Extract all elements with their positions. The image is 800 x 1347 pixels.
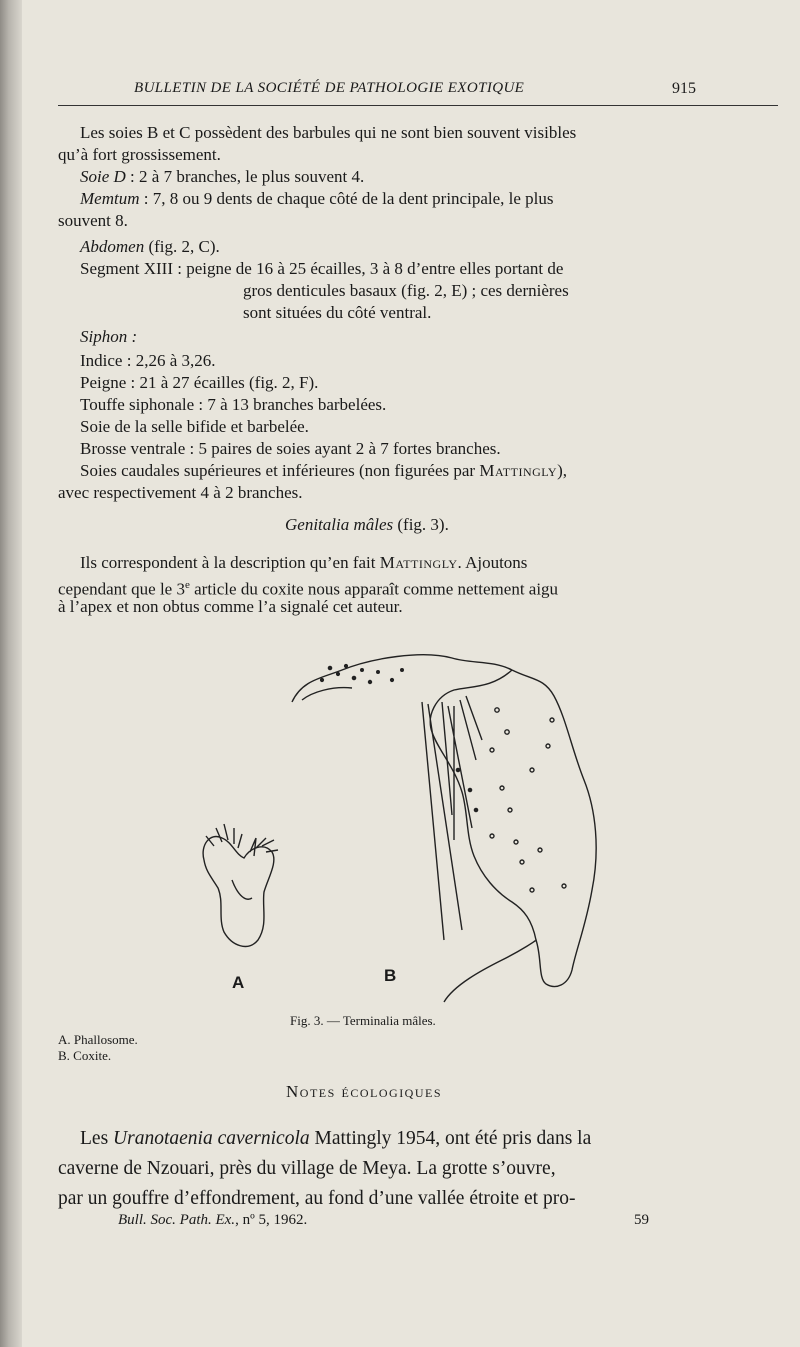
memtum-label: Memtum (80, 189, 140, 208)
genitalia-ref: (fig. 3). (393, 515, 449, 534)
running-header: BULLETIN DE LA SOCIÉTÉ DE PATHOLOGIE EXOTIQUE (134, 80, 525, 96)
superscript: e (184, 579, 190, 591)
text-span: ), (557, 461, 568, 480)
text-line: par un gouffre d’effondrement, au fond d’une vallée étroite et pro- (58, 1188, 576, 1209)
text-line: gros denticules basaux (fig. 2, E) ; ces dernières (243, 281, 569, 300)
text-line: Indice : 2,26 à 3,26. (80, 351, 216, 370)
text-line: Brosse ventrale : 5 paires de soies ayant 2 à 7 fortes branches. (80, 439, 501, 458)
abdomen-label: Abdomen (80, 237, 145, 256)
figure-terminalia-drawing (192, 640, 632, 1010)
genitalia-label: Genitalia mâles (285, 515, 394, 534)
author-name: Mattingly (379, 553, 458, 572)
figure-label-b: B (384, 966, 397, 985)
phallosome-drawing (203, 824, 278, 946)
footer-citation (118, 1212, 307, 1229)
text-line: Soie de la selle bifide et barbelée. (80, 417, 309, 436)
text-line (80, 552, 527, 574)
species-name: Uranotaenia cavernicola (113, 1128, 310, 1149)
siphon-label: Siphon : (80, 327, 138, 346)
memtum-text: : 7, 8 ou 9 dents de chaque côté de la dent principale, le plus (139, 189, 554, 208)
text-line: Peigne : 21 à 27 écailles (fig. 2, F). (80, 373, 319, 392)
journal-page (22, 0, 800, 1347)
text-line: à l’apex et non obtus comme l’a signalé cet auteur. (58, 597, 403, 616)
text-span: cependant que le 3 (58, 579, 185, 599)
author-name: Mattingly (479, 461, 558, 480)
text-line (80, 236, 220, 258)
subsection-heading (285, 514, 449, 536)
book-binding-shadow (0, 0, 22, 1347)
text-span: Mattingly 1954, ont été pris dans la (309, 1128, 592, 1149)
text-line: sont situées du côté ventral. (243, 303, 432, 322)
soie-d-label: Soie D (80, 167, 126, 186)
coxite-drawing (292, 655, 596, 1002)
text-span: . Ajoutons (457, 553, 528, 572)
text-span: Soies caudales supérieures et inférieures (non figurées par (80, 461, 480, 480)
text-line: caverne de Nzouari, près du village de Meya. La grotte s’ouvre, (58, 1158, 556, 1179)
figure-caption: Fig. 3. — Terminalia mâles. (290, 1013, 436, 1028)
issue-info: , nº 5, 1962. (235, 1212, 308, 1228)
text-line: avec respectivement 4 à 2 branches. (58, 483, 303, 502)
figure-legend-b: B. Coxite. (58, 1048, 112, 1063)
abdomen-text: (fig. 2, C). (144, 237, 220, 256)
text-line: Segment XIII : peigne de 16 à 25 écailles, 3 à 8 d’entre elles portant de (80, 259, 564, 278)
soie-d-text: : 2 à 7 branches, le plus souvent 4. (125, 167, 365, 186)
text-line: Touffe siphonale : 7 à 13 branches barbelées. (80, 395, 387, 414)
text-span: Les (80, 1128, 114, 1149)
text-line: Les soies B et C possèdent des barbules qui ne sont bien souvent visibles (80, 123, 577, 142)
text-line (80, 1124, 591, 1154)
sheet-number: 59 (634, 1212, 649, 1228)
text-line (80, 188, 554, 210)
header-rule (58, 105, 778, 106)
figure-label-a: A (232, 973, 245, 992)
text-line (80, 460, 567, 482)
text-span: Ils correspondent à la description qu’en fait (80, 553, 380, 572)
text-line: qu’à fort grossissement. (58, 145, 221, 164)
text-line (80, 166, 364, 188)
figure-legend-a: A. Phallosome. (58, 1032, 138, 1047)
text-span: article du coxite nous apparaît comme nettement aigu (189, 579, 559, 599)
text-line: souvent 8. (58, 211, 128, 230)
journal-abbrev: Bull. Soc. Path. Ex. (118, 1212, 236, 1228)
page-number: 915 (672, 80, 696, 97)
section-heading: Notes écologiques (286, 1082, 443, 1101)
